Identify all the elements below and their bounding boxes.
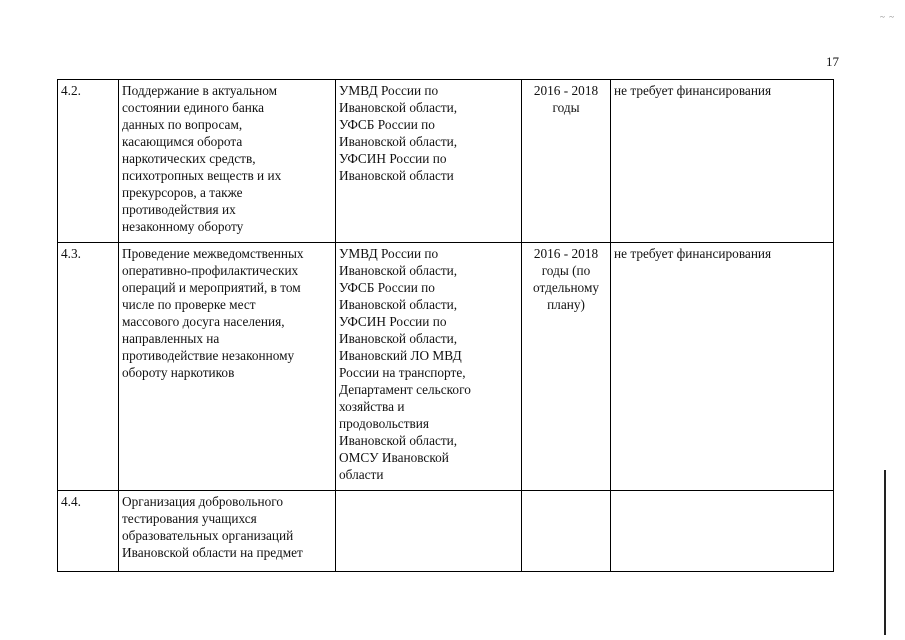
financing-cell: не требует финансирования — [611, 243, 834, 491]
task-cell: Поддержание в актуальном состоянии единого банка данных по вопросам, касающимся оборота наркотических средств, психотропных веществ и их прекурсоров, а также противодействия их незаконному обороту — [119, 80, 336, 243]
task-cell: Проведение межведомственных оперативно-профилактических операций и мероприятий, в том числе по проверке мест массового досуга населения, направленных на противодействие незаконному обороту наркотиков — [119, 243, 336, 491]
table-row — [58, 243, 834, 491]
period-cell: 2016 - 2018 годы — [522, 80, 611, 243]
table-row — [58, 491, 834, 572]
scan-corner-mark: ~ ~ — [880, 12, 895, 22]
table-row — [58, 80, 834, 243]
item-number-cell: 4.2. — [58, 80, 119, 243]
action-plan-table — [57, 79, 834, 572]
page-number: 17 — [826, 54, 839, 69]
item-number-cell: 4.4. — [58, 491, 119, 572]
item-number-cell: 4.3. — [58, 243, 119, 491]
financing-cell: не требует финансирования — [611, 80, 834, 243]
financing-cell — [611, 491, 834, 572]
period-cell: 2016 - 2018 годы (по отдельному плану) — [522, 243, 611, 491]
executor-cell — [336, 491, 522, 572]
executor-cell: УМВД России по Ивановской области, УФСБ России по Ивановской области, УФСИН России по Ивановской области, Ивановский ЛО МВД России на транспорте, Департамент сельского хозяйства и продовольствия Ивановской области, ОМСУ Ивановской области — [336, 243, 522, 491]
executor-cell: УМВД России по Ивановской области, УФСБ России по Ивановской области, УФСИН России по Ивановской области — [336, 80, 522, 243]
task-cell: Организация добровольного тестирования учащихся образовательных организаций Ивановской области на предмет — [119, 491, 336, 572]
period-cell — [522, 491, 611, 572]
scan-edge-line — [884, 470, 886, 635]
